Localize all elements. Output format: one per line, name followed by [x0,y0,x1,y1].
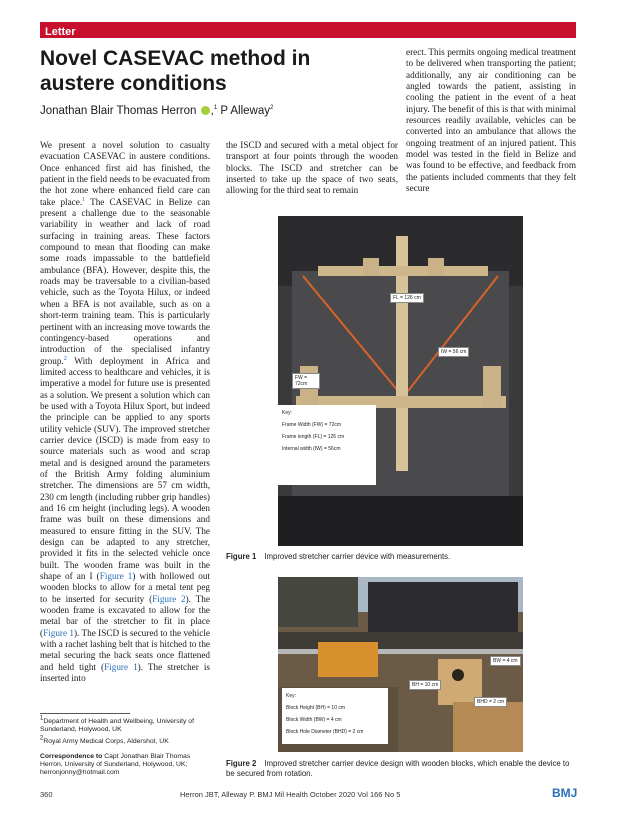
key-item: Block Hole Diameter (BHD) = 2 cm [286,729,364,735]
section-banner [40,22,576,38]
figure-1-caption [226,552,576,562]
footnote-text: Royal Army Medical Corps, Aldershot, UK [43,738,169,745]
figure-label: Figure 1 [226,552,257,561]
paragraph-text: ). The wooden frame is excavated to allow for the metal bar of the stretcher to fit in place ( [40,593,210,638]
figure-1-image [278,216,523,546]
figure-link[interactable]: Figure 2 [152,593,186,604]
internal-width-label: IW = 56 cm [438,347,469,357]
paragraph-text: ). The ISCD is secured to the vehicle with a rachet lashing belt that is hitched to the metal securing the back seats once flattened and held tight ( [40,627,210,672]
paragraph-text: With deployment in Africa and limited access to healthcare and vehicles, it is imperative a model for future use is presented as a solution. We present a solution which can be used with a Toyota Hilux Sport, but indeed the principle can be applied to any sports utility vehicle (SUV). The improved stretcher carrier device (ISCD) is made from easy to source materials such as wood and scrap metal and is designed around the parameters of the British Army folding aluminium stretcher. The dimensions are 57 cm width, 230 cm length (including rubber grip handles) and 16 cm height (including legs). A wooden frame was built on these dimensions and measured to ensure fitting in the SUV. The design can be adapted to any stretcher, provided it fits in the selected vehicle once built. The wooden frame was built in the shape of an I ( [40,355,210,582]
caption-text: Improved stretcher carrier device with measurements. [264,552,451,561]
bmj-logo[interactable]: BMJ [552,786,578,800]
author-2-affiliation: 2 [270,105,274,112]
caption-text: Improved stretcher carrier device design with wooden blocks, which enable the device to be secured from rotation. [226,759,570,778]
article-title: Novel CASEVAC method in austere conditions [40,47,311,95]
paragraph-text: ). The stretcher is inserted into [40,661,210,684]
author-line: Jonathan Blair Thomas Herron ,$^1$ P Alleway$^2$ [40,105,274,117]
paragraph-text: ) with hollowed out wooden blocks to allow for a metal tent peg to be inserted for security ( [40,571,210,604]
figure-link[interactable]: Figure 1 [104,661,138,672]
paragraph-text: We present a novel solution to casualty evacuation CASEVAC in austere conditions. Once enhanced first aid has finished, the patient in the field needs to be evacuated from the hot zone where enhanced field care can take place. [40,140,210,207]
affiliation-2 [40,735,212,746]
correspondence-text[interactable]: Capt Jonathan Blair Thomas Herron, University of Sunderland, Holywood, UK; herronjonny@hotmail.com [40,753,191,777]
key-item: Internal width (IW) = 56cm [282,446,341,452]
page-number: 360 [40,790,53,799]
block-width-label: BW = 4 cm [490,656,521,666]
key-title: Key: [286,693,297,699]
figure-link[interactable]: Figure 1 [43,627,74,638]
footnote-divider [40,713,130,714]
footnote-number: 2 [40,735,44,742]
footnote-text: Department of Health and Wellbeing, University of Sunderland, Holywood, UK [40,718,194,734]
key-item: Block Height (BH) = 10 cm [286,705,346,711]
author-1[interactable]: Jonathan Blair Thomas Herron [40,105,197,117]
frame-width-label: FW = 72cm [292,373,320,389]
figure-2-key [282,688,388,744]
footnote-number: 1 [40,715,44,722]
figure-2-image [278,577,523,752]
frame-length-label: FL = 126 cm [390,293,424,303]
key-item: Frame Width (FW) = 72cm [282,422,342,428]
section-label: Letter [45,26,76,38]
figure-2-caption [226,759,576,778]
affiliation-1 [40,715,212,734]
paragraph-text: The CASEVAC in Belize can present a challenge due to the seasonable variability in weather and lack of road surfacing in training areas. These factors compound to mean that flooding can make some roads impassable to the battlefield ambulance (BFA). However, despite this, the roads may be traversable to a civilian-based vehicle, such as the Toyota Hilux, or indeed when a BFA is not available, such as on a short-term training team. This is particularly pertinent with an increasing move towards the contingency-based operations and introduction of the specialised infantry group. [40,196,210,366]
body-column-3: erect. This permits ongoing medical treatment to be delivered when transporting the patient; additionally, any air conditioning can be angled towards the patient, assisting in cooling the patient in the event of a heat injury. The benefit of this is that with minimal resources readily available, vehicles can be converted into an ambulance that allows the ongoing treatment of an injured patient. This model was tested in the field in Belize and was found to be effective, and feedback from the patients included comments that they felt secure [406,47,576,194]
figure-link[interactable]: Figure 1 [99,571,133,582]
key-item: Block Width (BW) = 4 cm [286,717,342,723]
figure-label: Figure 2 [226,759,257,768]
page-footer [40,790,576,799]
body-column-2: the ISCD and secured with a metal object for transport at four points through the wooden blocks. The ISCD and stretcher can be inserted to take up the space of two seats, allowing for the third seat to remain [226,140,398,196]
block-height-label: BH = 10 cm [409,680,441,690]
correspondence-label: Correspondence to [40,753,103,760]
body-column-1 [40,140,210,685]
reference-link[interactable]: 1 [82,196,86,203]
key-title: Key: [282,410,293,416]
orcid-icon[interactable] [201,106,210,115]
author-2[interactable]: P Alleway [220,105,271,117]
figure-1-key [278,405,376,485]
citation-line: Herron JBT, Alleway P. BMJ Mil Health October 2020 Vol 166 No 5 [180,790,401,799]
reference-link[interactable]: 2 [63,355,67,362]
author-1-affiliation: 1 [213,105,218,112]
block-hole-label: BHD = 2 cm [474,697,507,707]
correspondence [40,753,212,778]
key-item: Frame length (FL) = 126 cm [282,434,345,440]
